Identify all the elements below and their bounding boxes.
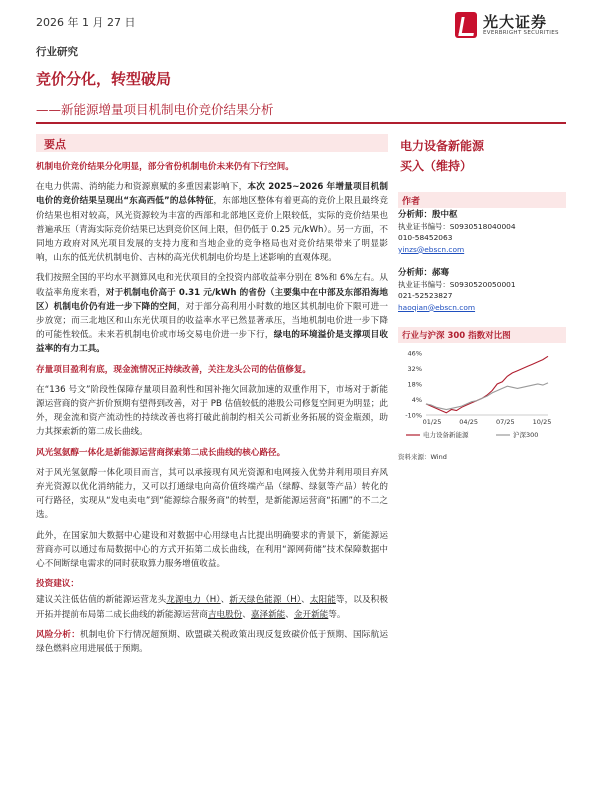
author-label: 作者 <box>402 197 421 207</box>
section-label: 行业研究 <box>36 46 78 58</box>
analyst-2: 分析师：郝骞 执业证书编号：S0930520050001 021-52523827 haoqian@ebscn.com <box>398 268 566 313</box>
main-body <box>36 160 388 662</box>
x-tick-label: 01/25 <box>422 418 442 426</box>
logo-icon <box>455 12 477 38</box>
y-tick-label: -10% <box>405 411 422 420</box>
investment-label: 投资建议： <box>36 579 79 590</box>
stock-link[interactable]: 新天绿色能源（H） <box>229 595 302 606</box>
x-tick-label: 04/25 <box>459 418 479 426</box>
risk-analysis: 风险分析：机制电价下行情况超预期、欧盟碳关税政策出现反复致碳价低于预期、国际航运绿色燃料应用进展低于预期。 <box>36 629 388 655</box>
stock-link[interactable]: 龙源电力（H） <box>166 595 221 606</box>
report-date: 2026 年 1 月 27 日 <box>36 16 136 29</box>
series-line-index <box>426 383 548 410</box>
legend-label: 沪深300 <box>513 431 539 439</box>
stock-link[interactable]: 嘉泽新能 <box>250 609 286 620</box>
key-points-label: 要点 <box>44 138 66 151</box>
chart-title: 行业与沪深 300 指数对比图 <box>402 331 511 341</box>
stock-link[interactable]: 金开新能 <box>293 609 329 620</box>
x-tick-label: 07/25 <box>495 418 515 426</box>
paragraph-4: 对于风光氢氨醇一体化项目而言，其可以承接现有风光资源和电网接入优势并利用项目弃风弃光资源以优化消纳能力，又可以打通绿电向高价值终端产品（绿醇、绿氨等产品）转化的可行路径，实现从“发电卖电”到“能源综合服务商”的转型，是新能源运营商“拓圃”的不二之选。 <box>36 467 388 521</box>
email-link[interactable]: haoqian@ebscn.com <box>398 302 476 312</box>
report-title: 竞价分化，转型破局 <box>36 70 172 88</box>
y-tick-label: 46% <box>407 349 422 358</box>
email-link[interactable]: yinzs@ebscn.com <box>398 244 465 254</box>
highlight-1: 机制电价竞价结果分化明显，部分省份机制电价未来仍有下行空间。 <box>36 162 294 172</box>
report-subtitle: ——新能源增量项目机制电价竞价结果分析 <box>36 102 274 117</box>
author-header <box>398 192 566 208</box>
y-tick-label: 4% <box>411 396 422 404</box>
x-tick-label: 10/25 <box>532 418 552 426</box>
comparison-chart <box>398 345 566 450</box>
paragraph-3: 在“136 号文”阶段性保障存量项目盈利性和国补拖欠回款加速的双重作用下，市场对于新能源运营商的资产折价预期有望得到改善，对于 PB 估值较低的港股公司修复空间更为明显；此外，现金流和资产流动性的持续改善也将打破此前制约相关公司新业务拓展的资金瓶颈，助力其探索新的第二成长曲线。 <box>36 384 388 438</box>
analyst-1: 分析师：殷中枢 执业证书编号：S0930518040004 010-58452063 yinzs@ebscn.com <box>398 210 566 255</box>
investment-text: 建议关注低估值的新能源运营龙头龙源电力（H）、新天绿色能源（H）、太阳能等，以及积极开拓并提前布局第二成长曲线的新能源运营商吉电股份、嘉泽新能、金开新能等。 <box>36 595 388 620</box>
stock-link[interactable]: 吉电股份 <box>207 609 243 620</box>
highlight-2: 存量项目盈利有底，现金流情况正持续改善，关注龙头公司的估值修复。 <box>36 364 312 375</box>
series-line-industry <box>426 356 548 413</box>
logo-name: 光大证券 <box>483 13 548 31</box>
y-tick-label: 18% <box>407 380 422 389</box>
industry-name: 电力设备新能源 <box>400 139 485 153</box>
stock-link[interactable]: 太阳能 <box>309 595 336 606</box>
y-tick-label: 32% <box>407 365 422 373</box>
company-logo <box>455 8 575 42</box>
paragraph-1: 在电力供需、消纳能力和资源禀赋的多重因素影响下，本次 2025~2026 年增量项目机制电价的竞价结果呈现出“东高西低”的总体特征，东部地区整体有着更高的竞价上限且最终竞价结果也相对较高，风光资源较为丰富的西部和北部地区竞价上限较低，实际的竞价结果也普遍承压（青海实际竞价结果已达到竞价区间上限，但仍低于 0.25 元/kWh）。另一方面，不同地方政府对风光项目发展的支持力度和当地企业的竞争格局也对竞价结果带来了明显影响，山东的低光伏机制电价、吉林的高光伏机制电价均是上述影响的直观体现。 <box>36 182 388 264</box>
title-divider <box>36 122 566 124</box>
paragraph-5: 此外，在国家加大数据中心建设和对数据中心用绿电占比提出明确要求的背景下，新能源运营商亦可以通过布局数据中心的方式开拓第二成长曲线，在利用“源网荷储”技术保障数据中心不间断绿电需求的同时获取算力服务增值收益。 <box>36 530 388 570</box>
rating-value: 买入（维持） <box>400 159 473 173</box>
paragraph-2: 我们按照全国的平均水平测算风电和光伏项目的全投资内部收益率分别在 8%和 6%左右。从收益率角度来看，对于机制电价高于 0.31 元/kWh 的省份（主要集中在中部及东部沿海地区）机制电价仍有进一步下降的空间，对于部分高利用小时数的地区其机制电价下限可进一步放宽；而三北地区和山东光伏项目的收益率水平已然显著承压，当地机制电价进一步下降的可能性较低。未来若机制电价或市场交易电价进一步下行，绿电的环境溢价是支撑项目收益率的有力工具。 <box>36 273 388 355</box>
key-points-header <box>36 134 388 152</box>
chart-source: 资料来源：Wind <box>398 453 447 461</box>
legend-label: 电力设备新能源 <box>423 431 469 439</box>
highlight-3: 风光氢氨醇一体化是新能源运营商探索第二成长曲线的核心路径。 <box>36 447 286 458</box>
logo-english: EVERBRIGHT SECURITIES <box>483 30 559 36</box>
rating-block <box>400 136 484 176</box>
